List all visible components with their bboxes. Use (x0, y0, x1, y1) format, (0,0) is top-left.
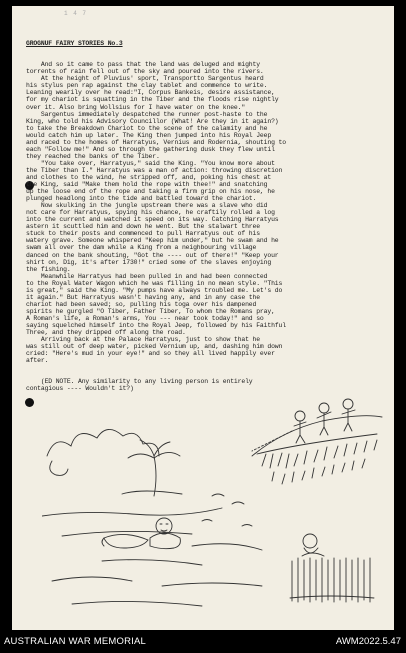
document-page (12, 6, 394, 630)
story-text (26, 26, 386, 407)
archive-footer (0, 630, 406, 653)
text-line: chariot had been saved; so, pulling his toga over his dampened (26, 300, 257, 308)
text-line: Arriving back at the Palace Harratyus, just to show that he (26, 336, 260, 344)
text-line: was still out of deep water, picked Vernium up, and, dashing him down (26, 343, 283, 351)
text-line: danced on the bank shouting, "Got the ---- out of there!" "Keep your (26, 251, 279, 259)
ink-illustration (42, 386, 387, 616)
text-line: into the current and watched it speed on its way. Catching Harratyus (26, 216, 279, 224)
text-line: up the loose end of the rope and taking a firm grip on his nose, he (26, 188, 275, 196)
text-line: shirt on, Dig, it's after 1730!" cried some of the slaves enjoying (26, 258, 272, 266)
record-id: AWM2022.5.47 (335, 636, 401, 647)
text-line: A Roman's life, a Roman's arms, You --- near took today!" and so (26, 314, 264, 322)
text-line: Sargentus immediately despatched the runner post-haste to the (26, 110, 268, 118)
text-line: to the Royal Water Wagon which he was filling in no mean style. "This (26, 279, 283, 287)
text-line: the fishing. (26, 265, 71, 273)
text-line: the King, said "Make them hold the rope with thee!" and snatching (26, 181, 268, 189)
text-line: cried: "Here's mud in your eye!" and so they all lived happily ever (26, 350, 275, 358)
story-body (26, 61, 386, 364)
text-line: over it. Also bring Wollsius for I have water on the knee." (26, 103, 246, 111)
text-line: spirits he gurgled "O Tiber, Father Tiber, To whom the Romans pray, (26, 307, 275, 315)
text-line: is great," said the King. "My pumps have always troubled me. Let's do (26, 286, 283, 294)
text-line: Three, and they dripped off along the road. (26, 329, 186, 337)
text-line: each "Follow me!" And so through the gathering dusk they flew until (26, 145, 275, 153)
text-line: to take the Breakdown Chariot to the scene of the calamity and he (26, 124, 268, 132)
text-line: Now skulking in the jungle upstream there was a slave who did (26, 202, 268, 210)
institution-name: AUSTRALIAN WAR MEMORIAL (4, 636, 147, 647)
text-line: Meanwhile Harratyus had been pulled in and had been connected (26, 272, 268, 280)
text-line: King, who told his Advisory Councillor (What! Are they in it again?) (26, 117, 279, 125)
text-line: saying squelched himself into the Royal Jeep, followed by his Faithful (26, 321, 286, 329)
text-line: astern it scuttled him and down he went. But the stalwart three (26, 223, 260, 231)
text-line: they reached the banks of the Tiber. (26, 152, 160, 160)
text-line: the Tiber than I." Harratyus was a man of action: throwing discretion (26, 166, 283, 174)
text-line: watery grave. Someone whispered "Keep him under," but he swam and he (26, 237, 279, 245)
text-line: not care for Harratyus, spying his chance, he craftily rolled a log (26, 209, 275, 217)
text-line: his stylus pen rap against the clay tablet and commence to write. (26, 82, 268, 90)
text-line: And so it came to pass that the land was deluged and mighty (26, 61, 260, 69)
story-title: GROGNUF FAIRY STORIES No.3 (26, 40, 123, 48)
text-line: swam all over the dam while a King from a neighbouring village (26, 244, 257, 252)
text-line: stuck to their posts and commenced to pull Harratyus out of his (26, 230, 260, 238)
text-line: torrents of rain fell out of the sky and poured into the rivers. (26, 68, 264, 76)
text-line: would catch him up later. The King then jumped into his Royal Jeep (26, 131, 272, 139)
text-line: "You take over, Harratyus," said the King. "You know more about (26, 159, 275, 167)
corner-mark: 1 4 7 (64, 10, 88, 17)
text-line: Leaning wearily over he read:"I, Corpus Bankeis, desire assistance, (26, 89, 275, 97)
text-line: after. (26, 357, 49, 365)
text-line: plunged headlong into the tide and battled toward the chariot. (26, 195, 257, 203)
text-line: it again." But Harratyus wasn't having any, and in any case the (26, 293, 260, 301)
text-line: At the height of Pluvius' sport, Transportto Sargentus heard (26, 75, 264, 83)
text-line: and raced to the homes of Harratyus, Vernius and Rodernia, shouting to (26, 138, 286, 146)
text-line: contagious ---- Wouldn't it?) (26, 385, 134, 393)
text-line: for my chariot is squatting in the Tiber and the floods rise nightly (26, 96, 279, 104)
text-line: (ED NOTE. Any similarity to any living person is entirely (26, 378, 253, 386)
text-line: and clothes to the wind, he stripped off, and, poking his chest at (26, 173, 272, 181)
